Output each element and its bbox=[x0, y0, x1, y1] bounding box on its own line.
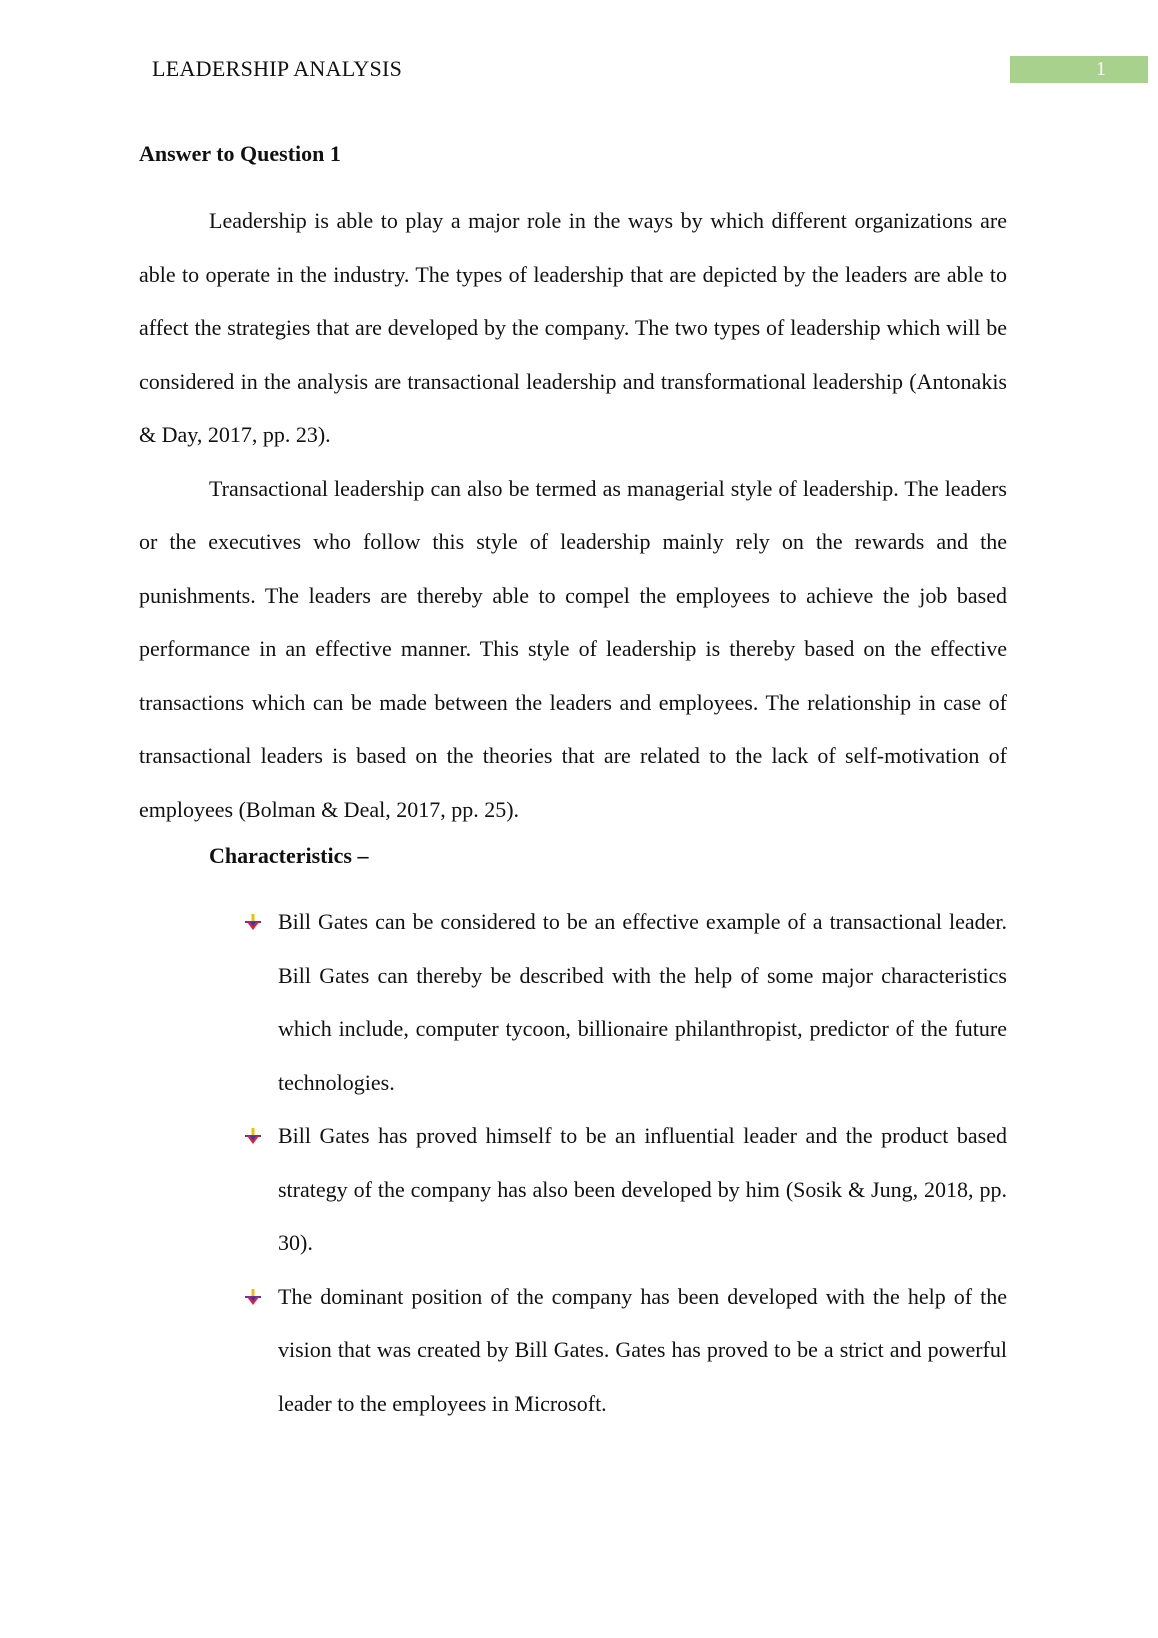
document-body bbox=[139, 134, 1007, 1430]
page-number: 1 bbox=[1096, 58, 1106, 80]
paragraph-intro: Leadership is able to play a major role in the ways by which different organizations are able to operate in the industry. The types of leadership that are depicted by the leaders are able to affect the strategies that are developed by the company. The two types of leadership which will be considered in the analysis are transactional leadership and transformational leadership (Antonakis & Day, 2017, pp. 23). bbox=[139, 208, 1007, 447]
down-arrow-bullet-icon bbox=[244, 1288, 262, 1306]
characteristics-list bbox=[139, 895, 1007, 1430]
characteristics-heading: Characteristics – bbox=[209, 843, 369, 868]
list-item-text: Bill Gates can be considered to be an effective example of a transactional leader. Bill Gates can thereby be described with the help of some major characteristics which include, computer tycoon, billionaire philanthropist, predictor of the future technologies. bbox=[278, 909, 1007, 1095]
list-item-text: The dominant position of the company has been developed with the help of the vision that was created by Bill Gates. Gates has proved to be a strict and powerful leader to the employees in Microsoft. bbox=[278, 1283, 1007, 1416]
list-item bbox=[278, 895, 1007, 1109]
list-item-text: Bill Gates has proved himself to be an influential leader and the product based strategy of the company has also been developed by him (Sosik & Jung, 2018, pp. 30). bbox=[278, 1123, 1007, 1255]
paragraph-transactional: Transactional leadership can also be termed as managerial style of leadership. The leaders or the executives who follow this style of leadership mainly rely on the rewards and the punishments. The leaders are thereby able to compel the employees to achieve the job based performance in an effective manner. This style of leadership is thereby based on the effective transactions which can be made between the leaders and employees. The relationship in case of transactional leaders is based on the theories that are related to the lack of self-motivation of employees (Bolman & Deal, 2017, pp. 25). bbox=[139, 475, 1007, 822]
list-item bbox=[278, 1109, 1007, 1270]
down-arrow-bullet-icon bbox=[244, 913, 262, 931]
list-item bbox=[278, 1270, 1007, 1431]
down-arrow-bullet-icon bbox=[244, 1127, 262, 1145]
section-heading: Answer to Question 1 bbox=[139, 141, 341, 166]
page-number-box bbox=[1010, 56, 1148, 83]
running-header-title: LEADERSHIP ANALYSIS bbox=[152, 56, 403, 81]
